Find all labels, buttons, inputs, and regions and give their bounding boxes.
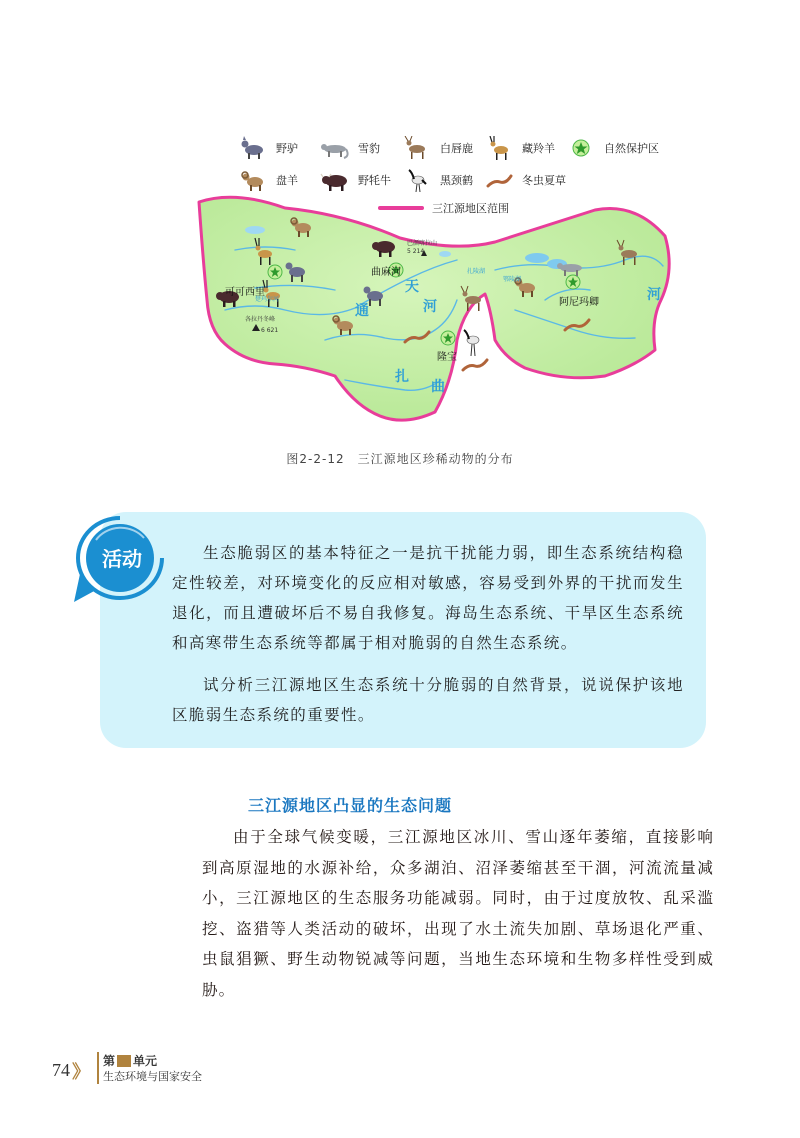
legend-label: 三江源地区范围 xyxy=(432,202,509,215)
peak-height: 5 214 xyxy=(407,248,425,255)
legend-item xyxy=(238,168,298,192)
nature-reserve-icon xyxy=(441,331,455,345)
legend-label: 冬虫夏草 xyxy=(522,174,566,187)
activity-question: 试分析三江源地区生态系统十分脆弱的自然背景，说说保护该地区脆弱生态系统的重要性。 xyxy=(172,676,684,724)
figure-caption: 图2-2-12 三江源地区珍稀动物的分布 xyxy=(286,452,514,466)
tibetan-antelope-icon xyxy=(484,136,514,160)
nature-reserve-icon xyxy=(566,275,580,289)
activity-title: 活动 xyxy=(102,547,142,571)
legend-label: 白唇鹿 xyxy=(440,142,473,155)
peak-label: 巴颜喀拉山 xyxy=(407,240,438,247)
river-label: 扎 xyxy=(395,369,409,385)
legend-item xyxy=(320,168,391,192)
page-number: 74 xyxy=(52,1060,70,1080)
legend-label: 野牦牛 xyxy=(358,174,391,187)
legend-label: 藏羚羊 xyxy=(522,142,555,155)
white-lipped-deer-icon xyxy=(402,136,432,160)
legend-item xyxy=(566,136,659,160)
legend-label: 雪豹 xyxy=(358,142,380,155)
river-small-label: 楚玛尔河 xyxy=(255,296,280,303)
legend-label: 黑颈鹤 xyxy=(440,174,473,187)
river-label: 通 xyxy=(355,303,369,319)
place-label-longbao: 隆宝 xyxy=(437,352,457,363)
chevron-icon: 》 xyxy=(72,1062,90,1083)
wild-ass-icon xyxy=(238,136,268,160)
footer-subtitle: 生态环境与国家安全 xyxy=(103,1070,202,1083)
place-label-kekexili: 可可西里 xyxy=(225,287,265,298)
sanjiangyuan-map xyxy=(195,190,675,430)
legend-item xyxy=(320,136,380,160)
nature-reserve-icon xyxy=(566,136,596,160)
argali-icon xyxy=(238,168,268,192)
nature-reserve-icon xyxy=(268,265,282,279)
unit-number-box xyxy=(117,1055,131,1067)
river-label: 河 xyxy=(647,287,661,303)
section-paragraph: 由于全球气候变暖，三江源地区冰川、雪山逐年萎缩，直接影响到高原湿地的水源补给，众多湖泊、沼泽萎缩甚至干涸，河流流量减小，三江源地区的生态服务功能减弱。同时，由于过度放牧、乱采滥挖、盗猎等人类活动的破坏，出现了水土流失加剧、草场退化严重、虫鼠猖獗、野生动物锐减等问题，当地生态环境和生物多样性受到威胁。 xyxy=(202,828,714,999)
legend-label: 盘羊 xyxy=(276,174,298,187)
snow-leopard-icon xyxy=(320,136,350,160)
legend-label: 野驴 xyxy=(276,142,298,155)
unit-prefix: 第 xyxy=(103,1054,116,1068)
legend-label: 自然保护区 xyxy=(604,142,659,155)
place-label-qumahe: 曲麻河 xyxy=(371,267,401,278)
peak-label: 各拉丹冬峰 xyxy=(245,316,276,323)
legend-item xyxy=(402,136,473,160)
peak-height: 6 621 xyxy=(261,327,279,334)
cordyceps-icon xyxy=(463,360,487,370)
lake-label: 扎陵湖 xyxy=(467,268,486,275)
black-necked-crane-icon xyxy=(464,330,479,356)
zhaling-lake xyxy=(525,253,549,263)
footer-unit xyxy=(103,1052,157,1069)
lake xyxy=(245,226,265,234)
place-label-anyemaqen: 阿尼玛卿 xyxy=(559,297,599,308)
section-body xyxy=(202,822,714,1005)
lake xyxy=(439,251,451,257)
cordyceps-icon xyxy=(484,168,514,192)
legend-item xyxy=(238,136,298,160)
wild-yak-icon xyxy=(320,168,350,192)
section-title: 三江源地区凸显的生态问题 xyxy=(248,796,453,815)
black-necked-crane-icon xyxy=(402,168,432,192)
activity-paragraph: 生态脆弱区的基本特征之一是抗干扰能力弱，即生态系统结构稳定性较差，对环境变化的反应相对敏感，容易受到外界的干扰而发生退化，而且遭破坏后不易自我修复。海岛生态系统、干旱区生态系统和高寒带生态系统等都属于相对脆弱的自然生态系统。 xyxy=(172,544,684,652)
unit-suffix: 单元 xyxy=(133,1054,158,1068)
lake-label: 鄂陵湖 xyxy=(503,276,522,283)
legend-item xyxy=(402,168,473,192)
legend-item xyxy=(484,136,555,160)
footer-divider xyxy=(97,1052,99,1084)
river-label: 天 xyxy=(405,279,419,295)
river-label: 曲 xyxy=(431,379,445,395)
river-label: 河 xyxy=(423,299,437,315)
activity-text xyxy=(172,538,684,730)
legend-item xyxy=(484,168,566,192)
